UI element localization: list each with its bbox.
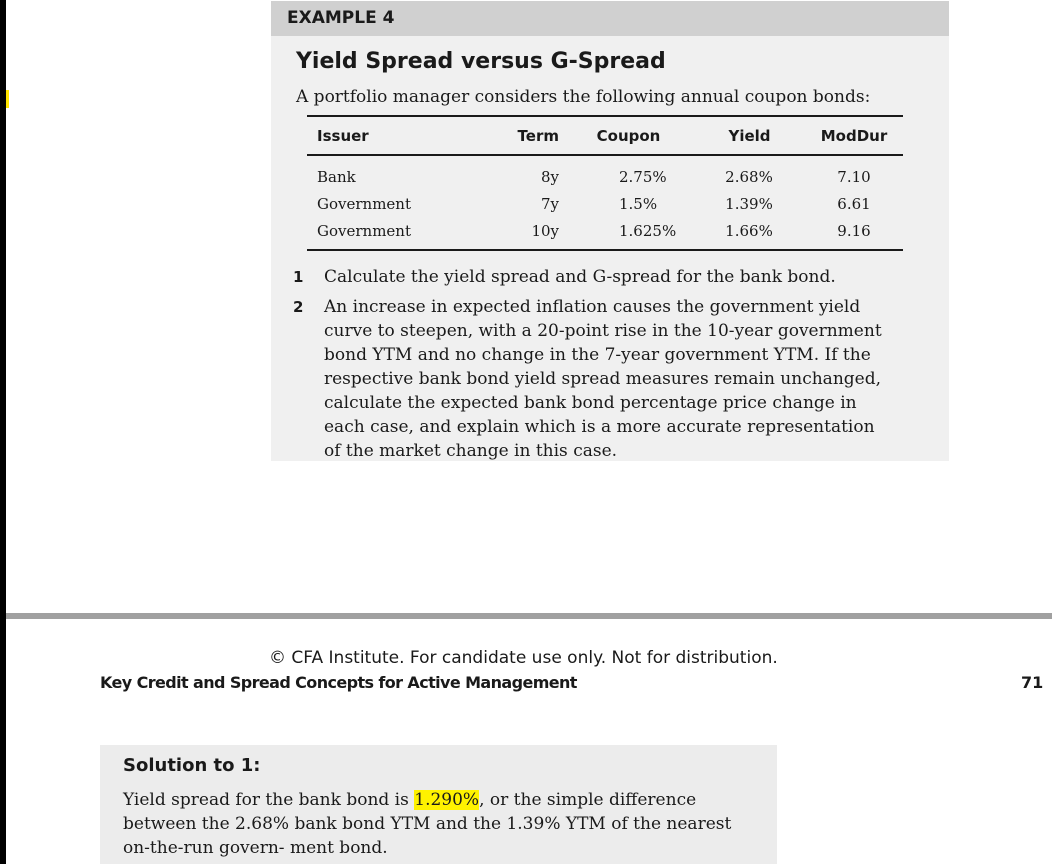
table-row bbox=[307, 217, 903, 250]
table-row bbox=[307, 190, 903, 217]
cell-issuer: Bank bbox=[317, 167, 356, 186]
example-title: Yield Spread versus G-Spread bbox=[296, 49, 666, 74]
solution-text-before: Yield spread for the bank bond is bbox=[123, 790, 409, 810]
highlighted-value: 1.290% bbox=[414, 790, 480, 810]
column-header-term: Term bbox=[488, 116, 563, 155]
left-edge-bar bbox=[0, 0, 6, 864]
example-box bbox=[271, 1, 949, 461]
table-row bbox=[307, 155, 903, 190]
question-text: An increase in expected inflation causes the government yield curve to steepen, with a 20-point rise in the 10-year government bond YTM and no change in the 7-year government YTM. If the respective bank bond yield spread measures remain unchanged, calculate the expected bank bond percentage price change in each case, and explain which is a more accurate representation of the market change in this case. bbox=[324, 297, 882, 461]
cell-term: 10y bbox=[488, 217, 563, 250]
cell-issuer: Government bbox=[317, 194, 411, 213]
page-number: 71 bbox=[1021, 673, 1044, 692]
cell-issuer: Government bbox=[307, 217, 488, 250]
solution-text-after: , or the simple difference between the 2.68% bank bond YTM and the 1.39% YTM of the nearest on-the-run govern- ment bond. bbox=[123, 790, 732, 858]
cell-term: 8y bbox=[540, 167, 559, 186]
solution-box bbox=[100, 745, 777, 864]
question-number: 1 bbox=[293, 268, 304, 286]
table-header-row bbox=[307, 116, 903, 155]
highlight-marker bbox=[6, 90, 9, 108]
page-divider bbox=[6, 613, 1052, 619]
cell-coupon: 1.5% bbox=[619, 194, 658, 213]
cell-coupon: 2.75% bbox=[619, 167, 667, 186]
bond-table bbox=[307, 115, 903, 251]
cell-yield: 1.39% bbox=[725, 194, 773, 213]
copyright-notice: © CFA Institute. For candidate use only. Not for distribution. bbox=[269, 648, 778, 668]
question-2 bbox=[293, 295, 893, 463]
cell-yield: 1.66% bbox=[694, 217, 805, 250]
solution-title: Solution to 1: bbox=[123, 755, 261, 776]
column-header-issuer: Issuer bbox=[307, 116, 488, 155]
cell-term: 7y bbox=[540, 194, 559, 213]
column-header-moddur: ModDur bbox=[805, 116, 903, 155]
cell-moddur: 6.61 bbox=[837, 194, 871, 213]
question-number: 2 bbox=[293, 298, 304, 316]
solution-text bbox=[123, 788, 763, 860]
cell-moddur: 9.16 bbox=[805, 217, 903, 250]
example-header: EXAMPLE 4 bbox=[271, 1, 949, 36]
example-intro: A portfolio manager considers the following annual coupon bonds: bbox=[296, 87, 871, 107]
cell-moddur: 7.10 bbox=[837, 167, 871, 186]
cell-coupon: 1.625% bbox=[563, 217, 694, 250]
question-text: Calculate the yield spread and G-spread for the bank bond. bbox=[324, 267, 836, 287]
cell-yield: 2.68% bbox=[725, 167, 773, 186]
running-head: Key Credit and Spread Concepts for Active Management bbox=[100, 673, 577, 692]
column-header-yield: Yield bbox=[694, 116, 805, 155]
column-header-coupon: Coupon bbox=[563, 116, 694, 155]
question-1 bbox=[293, 265, 893, 289]
